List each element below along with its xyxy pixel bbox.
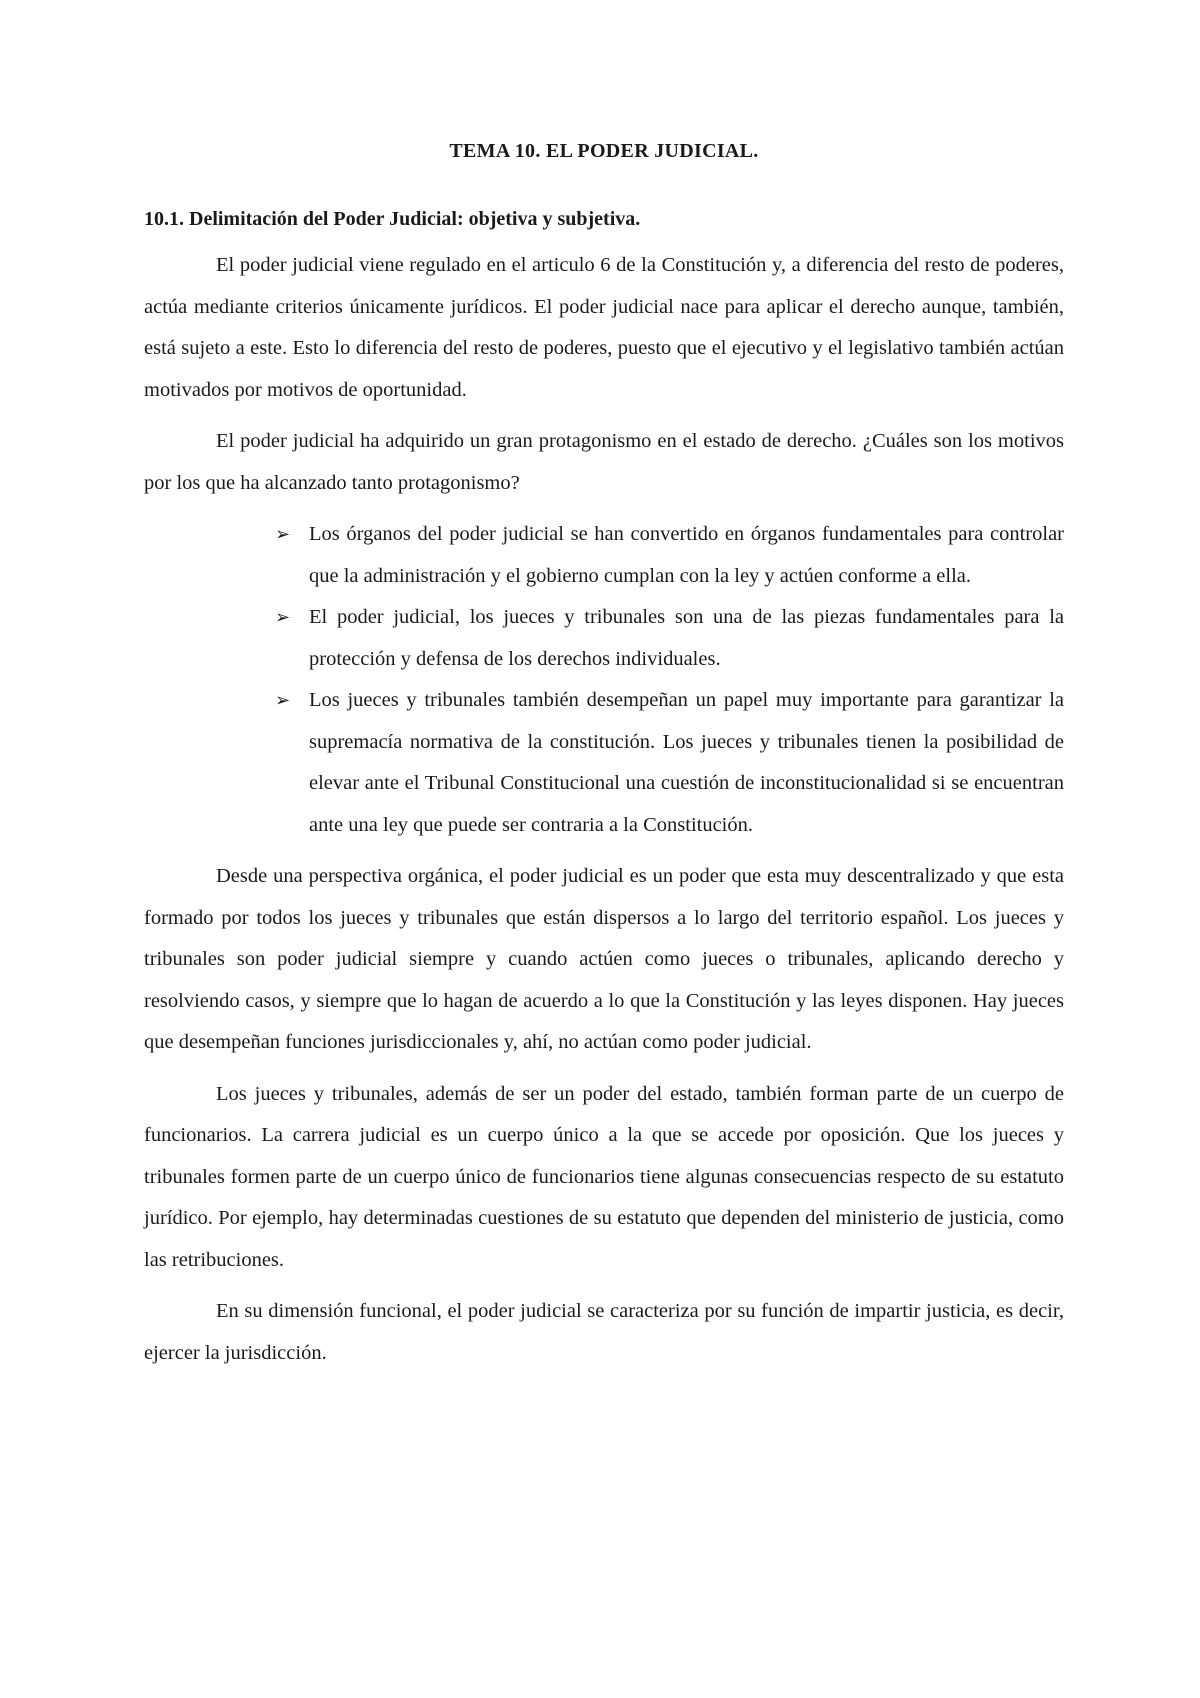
list-item [275,514,1064,597]
list-item-text: Los jueces y tribunales también desempeñan un papel muy importante para garantizar la supremacía normativa de la constitución. Los jueces y tribunales tienen la posibilidad de elevar ante el Tribunal Constitucional una cuestión de inconstitucionalidad si se encuentran ante una ley que puede ser contraria a la Constitución. [309,689,1064,836]
arrowhead-bullet-icon: ➢ [275,607,291,628]
paragraph: Desde una perspectiva orgánica, el poder judicial es un poder que esta muy descentralizado y que esta formado por todos los jueces y tribunales que están dispersos a lo largo del territorio español. Los jueces y tribunales son poder judicial siempre y cuando actúen como jueces o tribunales, aplicando derecho y resolviendo casos, y siempre que lo hagan de acuerdo a lo que la Constitución y las leyes disponen. Hay jueces que desempeñan funciones jurisdiccionales y, ahí, no actúan como poder judicial. [144,865,1064,1053]
paragraph: En su dimensión funcional, el poder judicial se caracteriza por su función de impartir justicia, es decir, ejercer la jurisdicción. [144,1300,1064,1364]
bullet-list [144,514,1064,846]
paragraph: Los jueces y tribunales, además de ser un poder del estado, también forman parte de un cuerpo de funcionarios. La carrera judicial es un cuerpo único a la que se accede por oposición. Que los jueces y tribunales formen parte de un cuerpo único de funcionarios tiene algunas consecuencias respecto de su estatuto jurídico. Por ejemplo, hay determinadas cuestiones de su estatuto que dependen del ministerio de justicia, como las retribuciones. [144,1082,1064,1271]
list-item-text: El poder judicial, los jueces y tribunales son una de las piezas fundamentales para la protección y defensa de los derechos individuales. [309,606,1064,670]
list-item [275,597,1064,680]
list-item-text: Los órganos del poder judicial se han convertido en órganos fundamentales para controlar que la administración y el gobierno cumplan con la ley y actúen conforme a ella. [309,523,1064,587]
arrowhead-bullet-icon: ➢ [275,690,291,711]
paragraph: El poder judicial viene regulado en el articulo 6 de la Constitución y, a diferencia del resto de poderes, actúa mediante criterios únicamente jurídicos. El poder judicial nace para aplicar el derecho aunque, también, está sujeto a este. Esto lo diferencia del resto de poderes, puesto que el ejecutivo y el legislativo también actúan motivados por motivos de oportunidad. [144,254,1064,401]
list-item [275,680,1064,846]
document-title: TEMA 10. EL PODER JUDICIAL. [449,140,759,162]
paragraph: El poder judicial ha adquirido un gran protagonismo en el estado de derecho. ¿Cuáles son los motivos por los que ha alcanzado tanto protagonismo? [144,430,1064,494]
arrowhead-bullet-icon: ➢ [275,524,291,545]
section-heading: 10.1. Delimitación del Poder Judicial: objetiva y subjetiva. [144,208,641,230]
document-page [144,140,1064,1384]
